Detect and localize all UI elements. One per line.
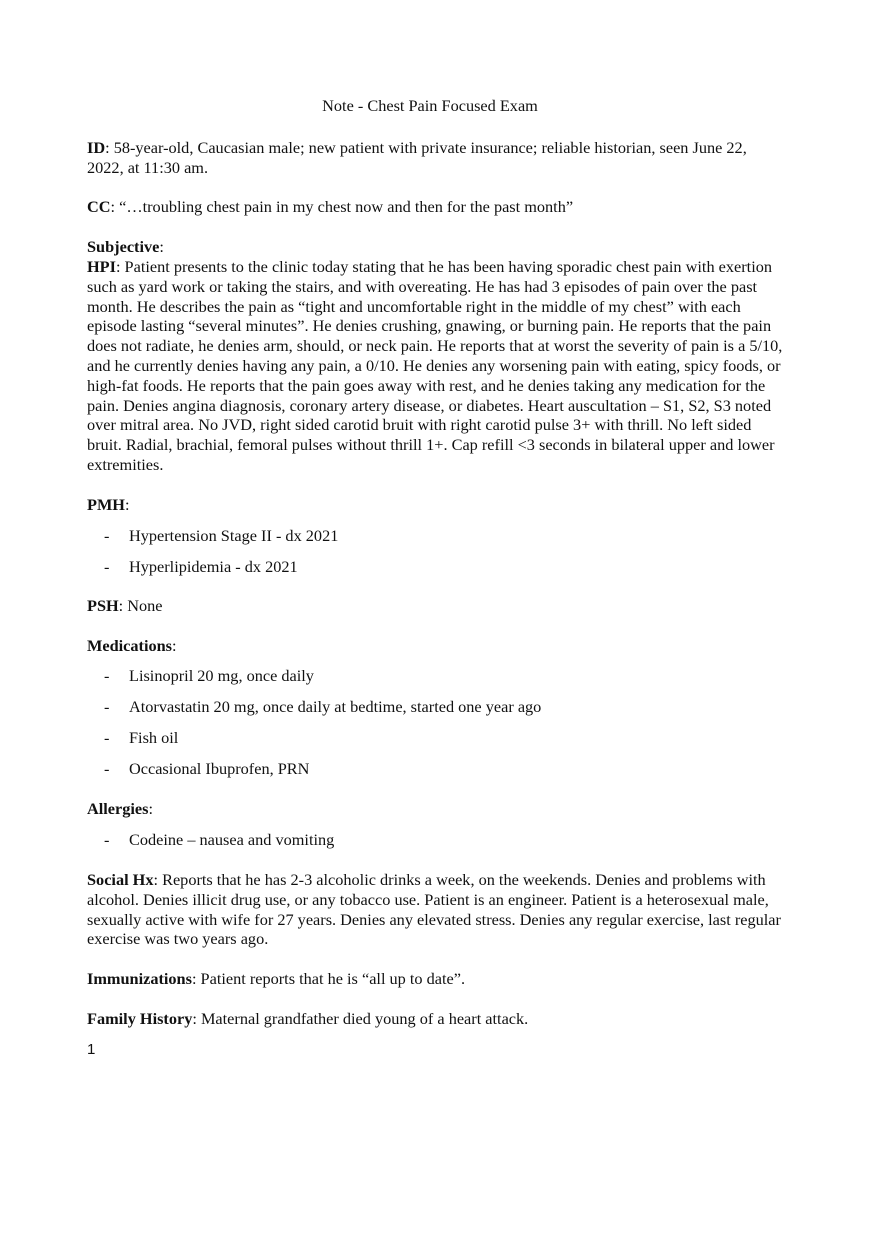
id-label: ID bbox=[87, 138, 106, 157]
dash-bullet: - bbox=[104, 830, 110, 849]
hpi-text: : Patient presents to the clinic today stating that he has been having sporadic chest pain with exertion such as yard work or taking the stairs, and with overeating. He has had 3 episodes of pain over the past month. He describes the pain as “tight and uncomfortable right in the middle of my chest” with each episode lasting “several minutes”. He denies crushing, gnawing, or burning pain. He reports that the pain does not radiate, he denies arm, should, or neck pain. He reports that at worst the severity of pain is a 5/10, and he currently denies having any pain, a 0/10. He denies any worsening pain with eating, spicy foods, or high-fat foods. He reports that the pain goes away with rest, and he denies taking any medication for the pain. Denies angina diagnosis, coronary artery disease, or diabetes. Heart auscultation – S1, S2, S3 noted over mitral area. No JVD, right sided carotid bruit with right carotid pulse 3+ with thrill. No left sided bruit. Radial, brachial, femoral pulses without thrill 1+. Cap refill <3 seconds in bilateral upper and lower extremities. bbox=[87, 257, 783, 474]
dash-bullet: - bbox=[104, 526, 110, 545]
medication-item bbox=[87, 728, 787, 759]
id-section bbox=[87, 138, 787, 178]
medication-item bbox=[87, 666, 787, 697]
family-history-text: : Maternal grandfather died young of a heart attack. bbox=[192, 1009, 529, 1028]
pmh-item bbox=[87, 557, 787, 588]
social-hx-section bbox=[87, 870, 787, 949]
allergies-colon: : bbox=[148, 799, 154, 818]
document-title: Note - Chest Pain Focused Exam bbox=[322, 96, 538, 115]
allergy-item-text: Codeine – nausea and vomiting bbox=[129, 830, 335, 849]
family-history-label: Family History bbox=[87, 1009, 193, 1028]
subjective-colon: : bbox=[159, 237, 164, 256]
dash-bullet: - bbox=[104, 557, 110, 576]
allergy-item bbox=[87, 830, 787, 861]
id-text: : 58-year-old, Caucasian male; new patient with private insurance; reliable historian, seen June 22, 2022, at 11:30 am. bbox=[87, 138, 747, 177]
allergies-list bbox=[87, 830, 787, 861]
allergies-label: Allergies bbox=[87, 799, 149, 818]
psh-text: : None bbox=[118, 596, 163, 615]
medications-colon: : bbox=[172, 636, 177, 655]
social-hx-label: Social Hx bbox=[87, 870, 154, 889]
pmh-colon: : bbox=[124, 495, 130, 514]
social-hx-text: : Reports that he has 2-3 alcoholic drinks a week, on the weekends. Denies and problems with alcohol. Denies illicit drug use, or any tobacco use. Patient is an engineer. Patient is a heterosexual male, sexually active with wife for 27 years. Denies any elevated stress. Denies any regular exercise, last regular exercise was two years ago. bbox=[87, 870, 781, 949]
medication-item bbox=[87, 697, 787, 728]
subjective-heading bbox=[87, 237, 787, 257]
hpi-section bbox=[87, 257, 787, 475]
pmh-list bbox=[87, 526, 787, 588]
allergies-heading bbox=[87, 799, 787, 819]
family-history-section bbox=[87, 1009, 787, 1029]
medication-item-text: Fish oil bbox=[129, 728, 179, 747]
psh-section bbox=[87, 596, 787, 616]
medication-item bbox=[87, 759, 787, 790]
dash-bullet: - bbox=[104, 666, 110, 685]
immunizations-label: Immunizations bbox=[87, 969, 192, 988]
cc-label: CC bbox=[87, 197, 111, 216]
pmh-item-text: Hyperlipidemia - dx 2021 bbox=[129, 557, 298, 576]
medications-list bbox=[87, 666, 787, 790]
pmh-heading bbox=[87, 495, 787, 515]
subjective-label: Subjective bbox=[87, 237, 160, 256]
psh-label: PSH bbox=[87, 596, 119, 615]
pmh-item-text: Hypertension Stage II - dx 2021 bbox=[129, 526, 339, 545]
cc-text: : “…troubling chest pain in my chest now and then for the past month” bbox=[110, 197, 574, 216]
immunizations-section bbox=[87, 969, 787, 989]
medications-label: Medications bbox=[87, 636, 173, 655]
hpi-label: HPI bbox=[87, 257, 116, 276]
dash-bullet: - bbox=[104, 728, 110, 747]
medication-item-text: Atorvastatin 20 mg, once daily at bedtime, started one year ago bbox=[129, 697, 542, 716]
medications-heading bbox=[87, 636, 787, 656]
page-number: 1 bbox=[87, 1041, 96, 1058]
dash-bullet: - bbox=[104, 759, 110, 778]
dash-bullet: - bbox=[104, 697, 110, 716]
medication-item-text: Lisinopril 20 mg, once daily bbox=[129, 666, 314, 685]
cc-section bbox=[87, 197, 787, 217]
pmh-item bbox=[87, 526, 787, 557]
immunizations-text: : Patient reports that he is “all up to date”. bbox=[191, 969, 466, 988]
medication-item-text: Occasional Ibuprofen, PRN bbox=[129, 759, 310, 778]
pmh-label: PMH bbox=[87, 495, 125, 514]
